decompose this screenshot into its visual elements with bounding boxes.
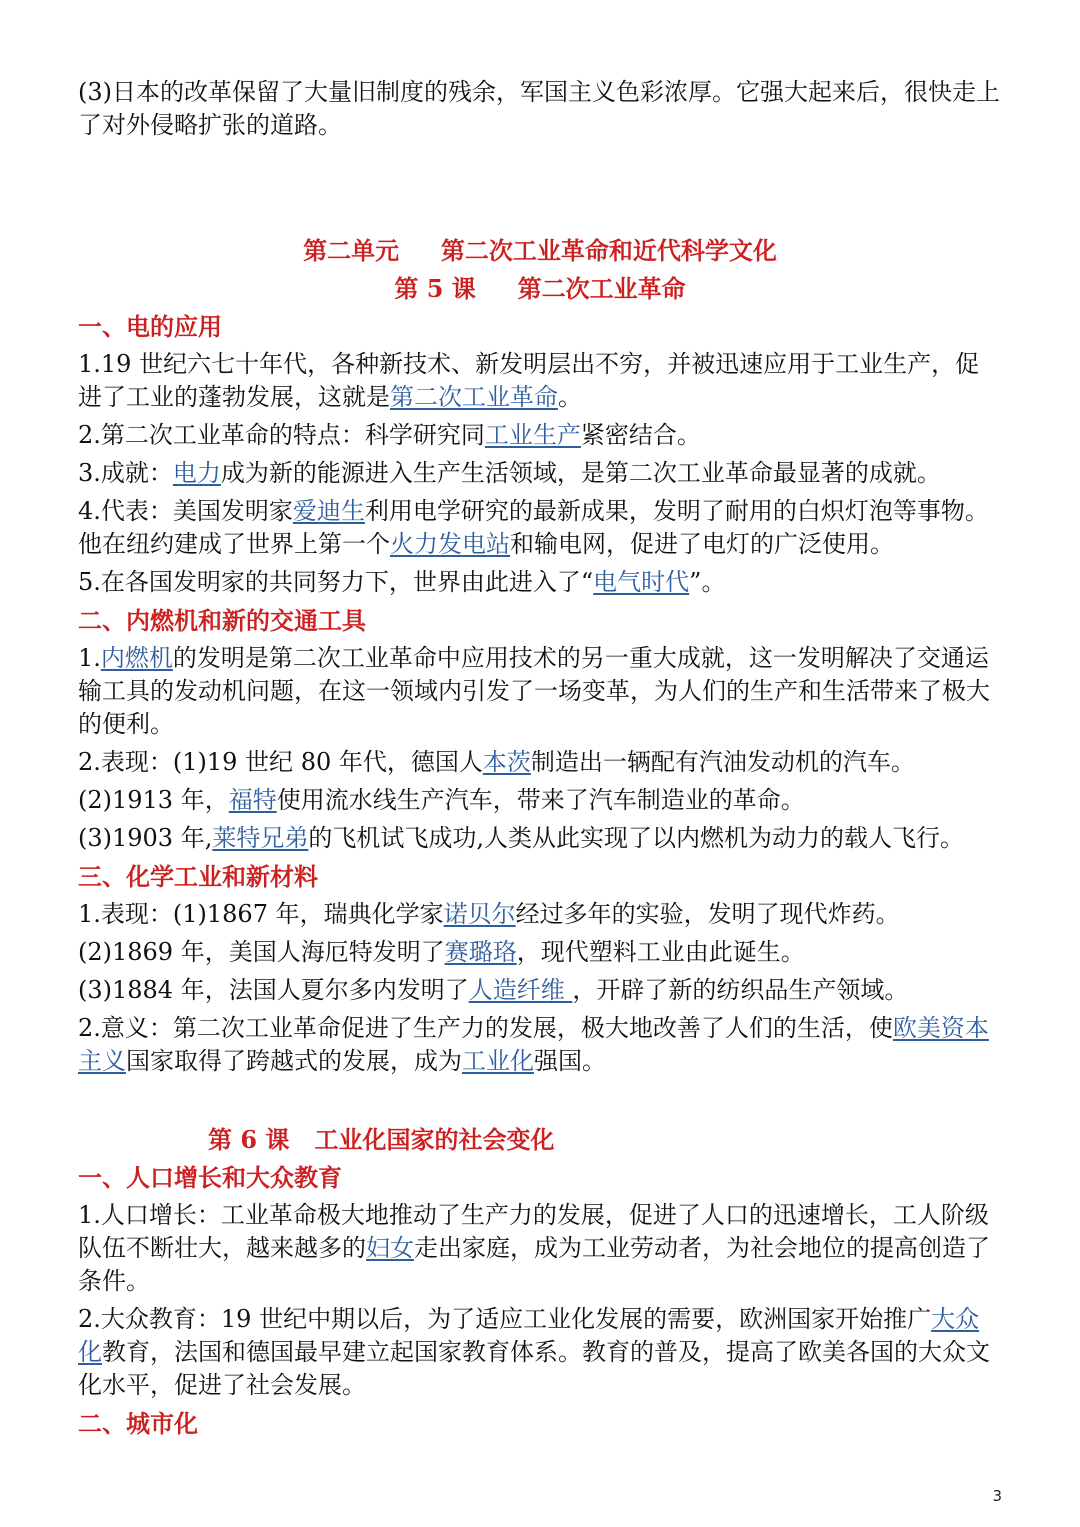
- paragraph: 3.成就：电力成为新的能源进入生产生活领域，是第二次工业革命最显著的成就。: [78, 459, 941, 487]
- highlight-term: 欧美资本主义: [78, 1014, 989, 1075]
- paragraph: (3)1903 年,莱特兄弟的飞机试飞成功,人类从此实现了以内燃机为动力的载人飞行。: [78, 824, 964, 852]
- section-heading: 二、内燃机和新的交通工具: [78, 606, 366, 635]
- paragraph: 1.人口增长：工业革命极大地推动了生产力的发展，促进了人口的迅速增长，工人阶级队伍不断壮大，越来越多的妇女走出家庭，成为工业劳动者，为社会地位的提高创造了条件。: [78, 1201, 990, 1295]
- lesson5-title: 第 5 课 第二次工业革命: [394, 274, 686, 303]
- section-heading: 一、电的应用: [78, 312, 222, 341]
- paragraph: 2.大众教育：19 世纪中期以后，为了适应工业化发展的需要，欧洲国家开始推广大众化教育，法国和德国最早建立起国家教育体系。教育的普及，提高了欧美各国的大众文化水平，促进了社会发展。: [78, 1305, 990, 1399]
- highlight-term: 大众化: [78, 1305, 980, 1366]
- highlight-term: 电气时代: [593, 568, 690, 596]
- section-heading: 一、人口增长和大众教育: [78, 1163, 342, 1192]
- highlight-term: 内燃机: [100, 644, 173, 672]
- paragraph: (3)1884 年，法国人夏尔多内发明了人造纤维 ，开辟了新的纺织品生产领域。: [78, 976, 909, 1004]
- paragraph: 5.在各国发明家的共同努力下，世界由此进入了“电气时代”。: [78, 568, 726, 596]
- paragraph: 1.表现：(1)1867 年，瑞典化学家诺贝尔经过多年的实验，发明了现代炸药。: [78, 900, 900, 928]
- highlight-term: 诺贝尔: [443, 900, 516, 928]
- paragraph: 2.第二次工业革命的特点：科学研究同工业生产紧密结合。: [78, 421, 701, 449]
- paragraph: (2)1913 年，福特使用流水线生产汽车，带来了汽车制造业的革命。: [78, 786, 805, 814]
- paragraph: 2.表现：(1)19 世纪 80 年代，德国人本茨制造出一辆配有汽油发动机的汽车。: [78, 748, 915, 776]
- unit-title: 第二单元 第二次工业革命和近代科学文化: [303, 236, 777, 265]
- highlight-term: 人造纤维: [468, 976, 573, 1004]
- highlight-term: 火力发电站: [390, 530, 510, 558]
- paragraph: 1.内燃机的发明是第二次工业革命中应用技术的另一重大成就，这一发明解决了交通运输工具的发动机问题，在这一领域内引发了一场变革，为人们的生产和生活带来了极大的便利。: [78, 644, 990, 738]
- section-heading: 三、化学工业和新材料: [78, 862, 318, 891]
- highlight-term: 工业生产: [484, 421, 581, 449]
- section-heading: 二、城市化: [78, 1409, 198, 1438]
- intro-paragraph: (3)日本的改革保留了大量旧制度的残余，军国主义色彩浓厚。它强大起来后，很快走上了对外侵略扩张的道路。: [78, 78, 1000, 139]
- highlight-term: 第二次工业革命: [390, 383, 558, 411]
- highlight-term: 爱迪生: [292, 497, 365, 525]
- highlight-term: 妇女: [366, 1234, 414, 1262]
- paragraph: 2.意义：第二次工业革命促进了生产力的发展，极大地改善了人们的生活，使欧美资本主义国家取得了跨越式的发展，成为工业化强国。: [78, 1014, 989, 1075]
- highlight-term: 赛璐珞: [444, 938, 517, 966]
- highlight-term: 莱特兄弟: [212, 824, 309, 852]
- page-number: 3: [992, 1487, 1002, 1505]
- highlight-term: 福特: [228, 786, 277, 814]
- paragraph: 1.19 世纪六七十年代，各种新技术、新发明层出不穷，并被迅速应用于工业生产，促进了工业的蓬勃发展，这就是第二次工业革命。: [78, 350, 980, 411]
- lesson6-title: 第 6 课 工业化国家的社会变化: [208, 1125, 555, 1154]
- highlight-term: 工业化: [462, 1047, 534, 1075]
- paragraph: (2)1869 年，美国人海厄特发明了赛璐珞，现代塑料工业由此诞生。: [78, 938, 805, 966]
- highlight-term: 本茨: [482, 748, 531, 776]
- paragraph: 4.代表：美国发明家爱迪生利用电学研究的最新成果，发明了耐用的白炽灯泡等事物。他在纽约建成了世界上第一个火力发电站和输电网，促进了电灯的广泛使用。: [78, 497, 989, 558]
- highlight-term: 电力: [172, 459, 221, 487]
